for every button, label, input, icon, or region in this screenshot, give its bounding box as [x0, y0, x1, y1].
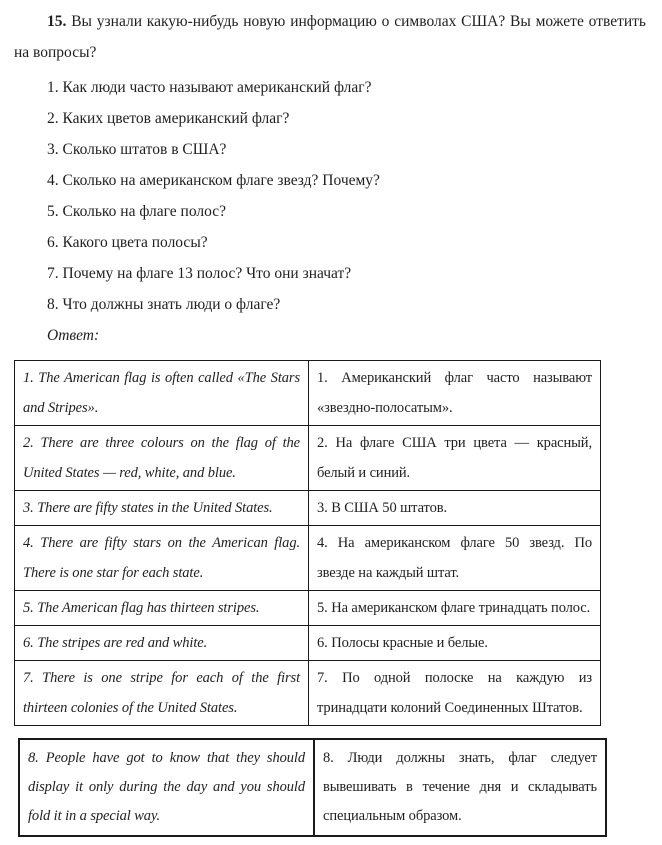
- answer-row: [15, 526, 601, 591]
- answer-en-2: 2. There are three colours on the flag of the United States — red, white, and blue.: [15, 426, 309, 491]
- answer-ru-6: 6. Полосы красные и белые.: [309, 626, 601, 661]
- answer-en-8: 8. People have got to know that they should display it only during the day and you should fold it in a special way.: [19, 739, 314, 836]
- answers-footer-table: [18, 738, 607, 837]
- answer-en-4: 4. There are fifty stars on the American flag. There is one star for each state.: [15, 526, 309, 591]
- exercise-intro-text: Вы узнали какую-нибудь новую информацию о символах США? Вы можете ответить на вопросы?: [14, 13, 646, 61]
- question-item-8: 8. Что должны знать люди о флаге?: [47, 296, 281, 313]
- answer-en-6: 6. The stripes are red and white.: [15, 626, 309, 661]
- answer-ru-1: 1. Американский флаг часто называют «звездно-полосатым».: [309, 361, 601, 426]
- question-item-2: 2. Каких цветов американский флаг?: [47, 110, 290, 127]
- answer-row: [15, 591, 601, 626]
- answer-label: Ответ:: [47, 327, 100, 344]
- answer-ru-5: 5. На американском флаге тринадцать полос.: [309, 591, 601, 626]
- exercise-number: 15.: [47, 13, 67, 30]
- question-item-6: 6. Какого цвета полосы?: [47, 234, 208, 251]
- question-item-7: 7. Почему на флаге 13 полос? Что они значат?: [47, 265, 352, 282]
- answer-en-5: 5. The American flag has thirteen stripes.: [15, 591, 309, 626]
- question-item-3: 3. Сколько штатов в США?: [47, 141, 227, 158]
- answer-row: [15, 491, 601, 526]
- answer-ru-4: 4. На американском флаге 50 звезд. По звезде на каждый штат.: [309, 526, 601, 591]
- answers-table: [14, 360, 601, 726]
- answer-en-3: 3. There are fifty states in the United States.: [15, 491, 309, 526]
- answer-row: [15, 661, 601, 726]
- answer-row: [19, 739, 606, 836]
- question-item-5: 5. Сколько на флаге полос?: [47, 203, 226, 220]
- answer-ru-2: 2. На флаге США три цвета — красный, белый и синий.: [309, 426, 601, 491]
- answer-en-1: 1. The American flag is often called «The Stars and Stripes».: [15, 361, 309, 426]
- answer-row: [15, 626, 601, 661]
- exercise-intro: [0, 0, 662, 68]
- answer-row: [15, 361, 601, 426]
- answer-ru-3: 3. В США 50 штатов.: [309, 491, 601, 526]
- answer-row: [15, 426, 601, 491]
- question-item-1: 1. Как люди часто называют американский флаг?: [47, 79, 372, 96]
- answer-en-7: 7. There is one stripe for each of the first thirteen colonies of the United States.: [15, 661, 309, 726]
- answer-ru-7: 7. По одной полоске на каждую из тринадцати колоний Соединенных Штатов.: [309, 661, 601, 726]
- question-list: [0, 72, 662, 320]
- answer-ru-8: 8. Люди должны знать, флаг следует вывешивать в течение дня и складывать специальным образом.: [314, 739, 606, 836]
- question-item-4: 4. Сколько на американском флаге звезд? Почему?: [47, 172, 380, 189]
